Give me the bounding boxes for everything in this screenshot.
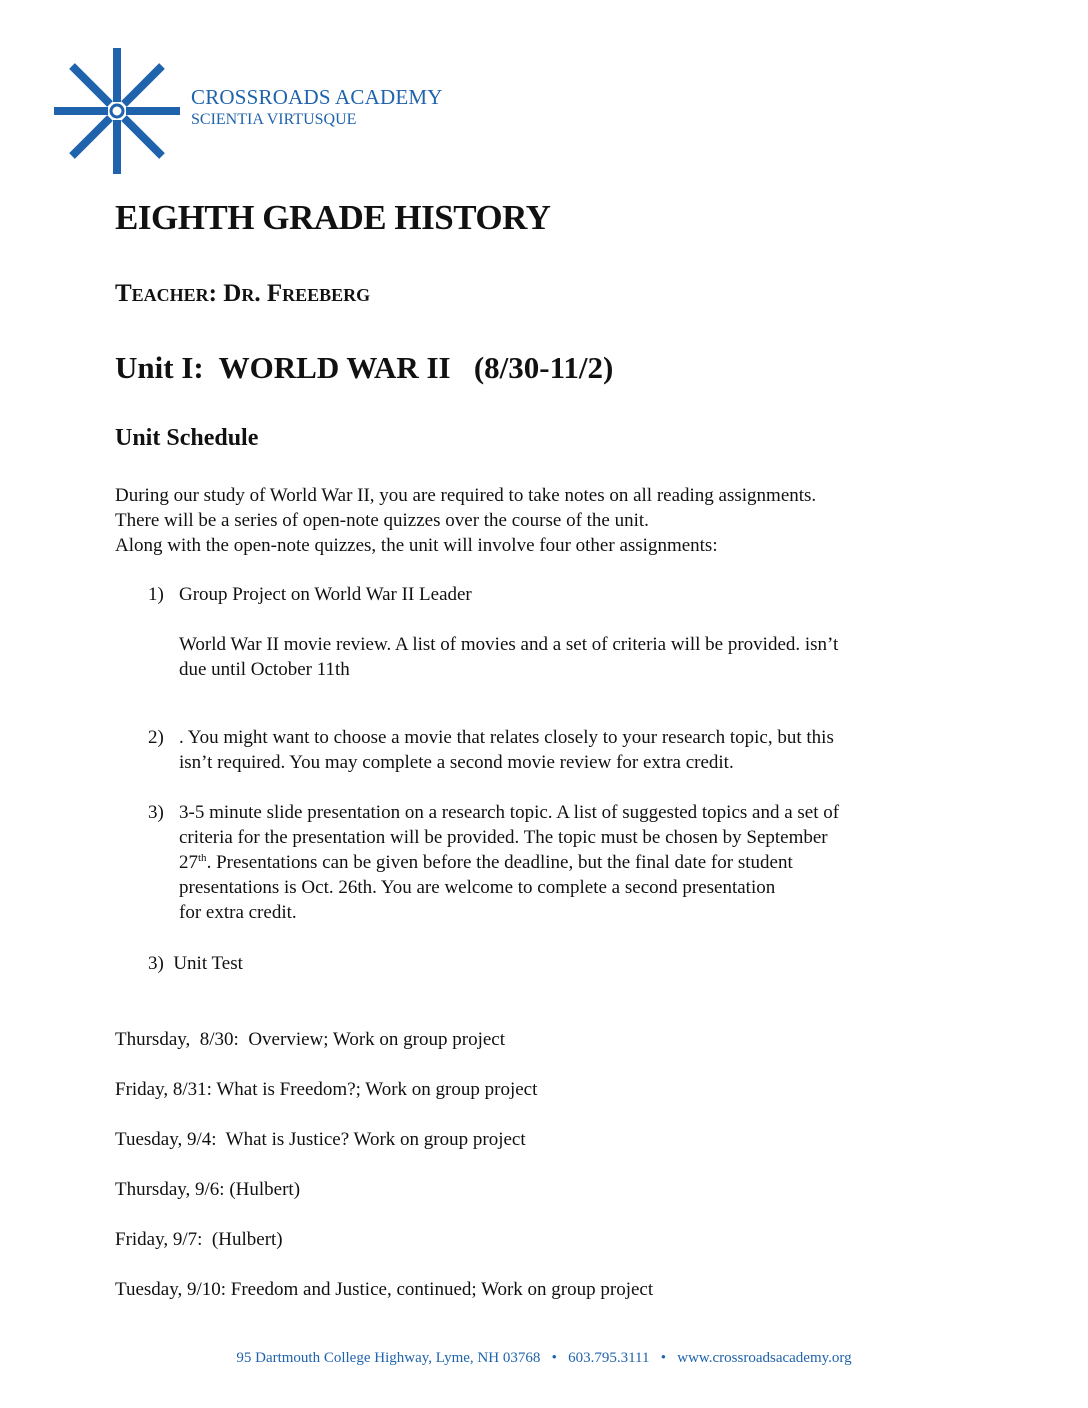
page-title: EIGHTH GRADE HISTORY xyxy=(115,198,551,237)
page-footer: 95 Dartmouth College Highway, Lyme, NH 03768 • 603.795.3111 • www.crossroadsacademy.org xyxy=(236,1350,852,1366)
item-number: 1) xyxy=(148,584,164,605)
org-motto: SCIENTIA VIRTUSQUE xyxy=(191,111,357,128)
item-text: . You might want to choose a movie that relates closely to your research topic, but this xyxy=(179,727,834,748)
assignment-item xyxy=(179,725,989,775)
item-text: for extra credit. xyxy=(179,902,297,923)
item-text: World War II movie review. A list of movies and a set of criteria will be provided. isn’t xyxy=(179,634,839,655)
schedule-entry: Thursday, 9/6: (Hulbert) xyxy=(115,1179,301,1200)
item-text: Group Project on World War II Leader xyxy=(179,584,472,605)
item-text: 3-5 minute slide presentation on a research topic. A list of suggested topics and a set of xyxy=(179,802,840,823)
item-text: isn’t required. You may complete a second movie review for extra credit. xyxy=(179,752,734,773)
schedule-heading: Unit Schedule xyxy=(115,425,259,451)
intro-paragraph xyxy=(115,483,816,558)
item-text: due until October 11th xyxy=(179,659,350,680)
teacher-heading: Teacher: Dr. Freeberg xyxy=(115,280,371,307)
item-text: presentations is Oct. 26th. You are welcome to complete a second presentation xyxy=(179,877,776,898)
org-name: CROSSROADS ACADEMY xyxy=(191,85,443,109)
schedule-entry: Thursday, 8/30: Overview; Work on group project xyxy=(115,1029,506,1050)
ordinal-number: 27 xyxy=(179,852,198,873)
org-header xyxy=(191,84,443,130)
item-text: criteria for the presentation will be provided. The topic must be chosen by September xyxy=(179,827,828,848)
unit-heading: Unit I: WORLD WAR II (8/30-11/2) xyxy=(115,350,614,385)
item-number: 3) xyxy=(148,802,164,823)
schedule-entry: Tuesday, 9/10: Freedom and Justice, continued; Work on group project xyxy=(115,1279,654,1300)
schedule-entry: Friday, 9/7: (Hulbert) xyxy=(115,1229,283,1250)
item-number: 2) xyxy=(148,727,164,748)
item-text xyxy=(179,850,989,875)
intro-line: There will be a series of open-note quizzes over the course of the unit. xyxy=(115,510,649,531)
assignment-item: 3) Unit Test xyxy=(148,953,243,974)
schedule-entry: Tuesday, 9/4: What is Justice? Work on group project xyxy=(115,1129,526,1150)
item-text-continued: . Presentations can be given before the deadline, but the final date for student xyxy=(206,852,793,873)
schedule-entry: Friday, 8/31: What is Freedom?; Work on group project xyxy=(115,1079,538,1100)
assignment-item xyxy=(179,800,989,925)
assignment-item xyxy=(179,582,989,607)
intro-line: Along with the open-note quizzes, the unit will involve four other assignments: xyxy=(115,535,718,556)
asterisk-star-logo xyxy=(52,46,182,176)
ordinal-suffix: th xyxy=(198,852,207,864)
assignment-subparagraph xyxy=(179,632,989,682)
intro-line: During our study of World War II, you are required to take notes on all reading assignments. xyxy=(115,485,817,506)
